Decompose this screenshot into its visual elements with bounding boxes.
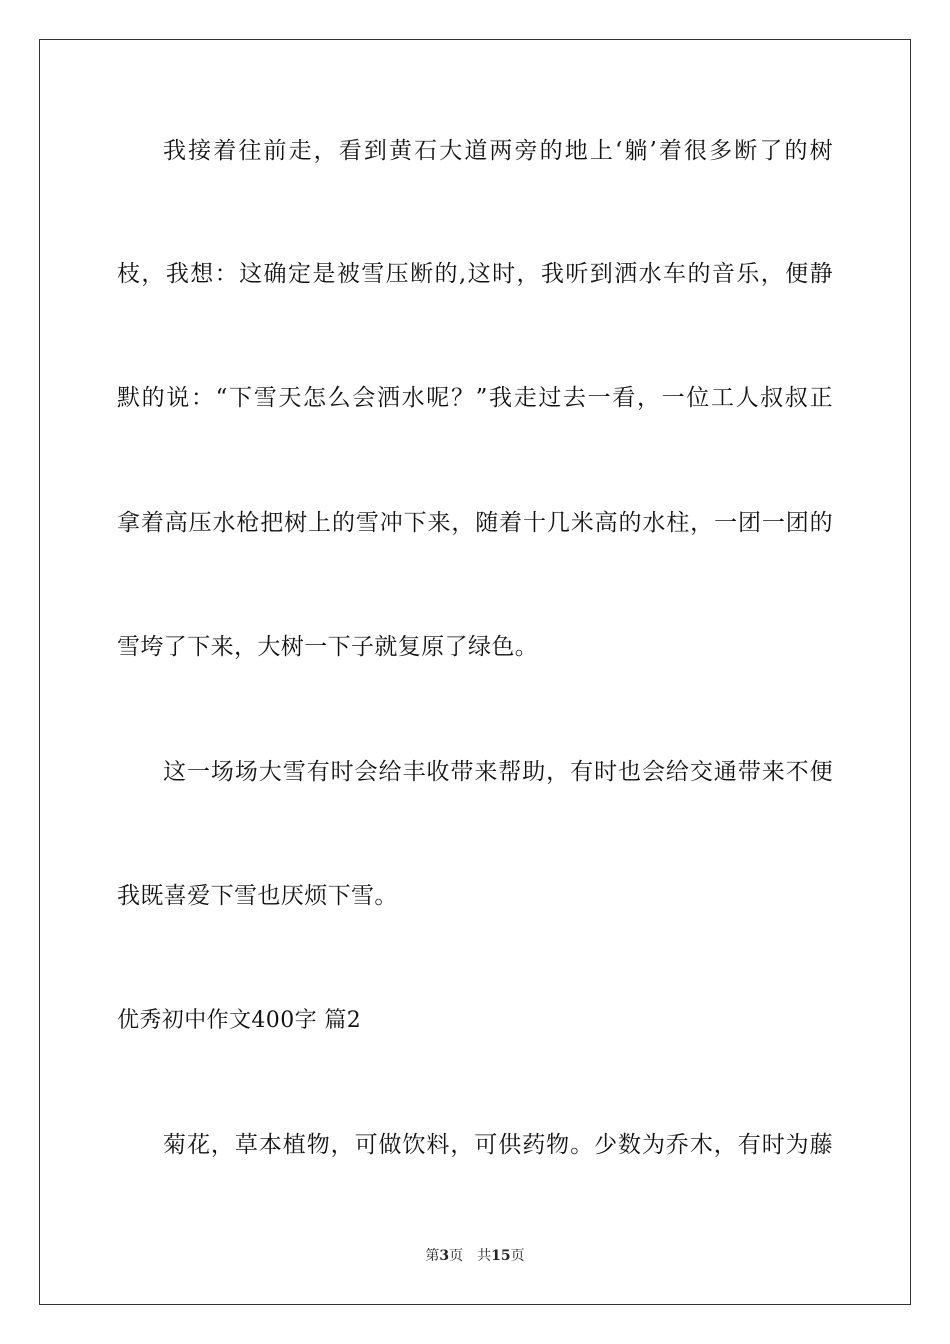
page-footer — [0, 1247, 950, 1265]
footer-total-prefix: 共 — [477, 1248, 492, 1264]
footer-page-prefix: 第 — [425, 1248, 440, 1264]
page-border — [39, 39, 911, 1305]
paragraph-2-line-2: 我既喜爱下雪也厌烦下雪。 — [117, 883, 398, 909]
paragraph-1-line-2: 枝，我想：这确定是被雪压断的,这时，我听到洒水车的音乐，便静 — [117, 261, 833, 287]
paragraph-1-line-5: 雪垮了下来，大树一下子就复原了绿色。 — [117, 634, 539, 660]
section-heading: 优秀初中作文400字 篇2 — [117, 1008, 362, 1033]
paragraph-1-line-4: 拿着高压水枪把树上的雪冲下来，随着十几米高的水柱，一团一团的 — [117, 510, 833, 536]
footer-page-number: 3 — [439, 1248, 450, 1264]
footer-total-suffix: 页 — [510, 1248, 525, 1264]
footer-total-pages: 15 — [491, 1248, 511, 1264]
paragraph-2-line-1: 这一场场大雪有时会给丰收带来帮助，有时也会给交通带来不便 — [163, 759, 833, 785]
paragraph-3-line-1: 菊花，草本植物，可做饮料，可供药物。少数为乔木，有时为藤 — [163, 1132, 833, 1158]
paragraph-1-line-1: 我接着往前走，看到黄石大道两旁的地上‘躺’着很多断了的树 — [163, 138, 833, 164]
footer-page-suffix: 页 — [449, 1248, 464, 1264]
paragraph-1-line-3: 默的说：“下雪天怎么会洒水呢？”我走过去一看，一位工人叔叔正 — [117, 385, 833, 411]
